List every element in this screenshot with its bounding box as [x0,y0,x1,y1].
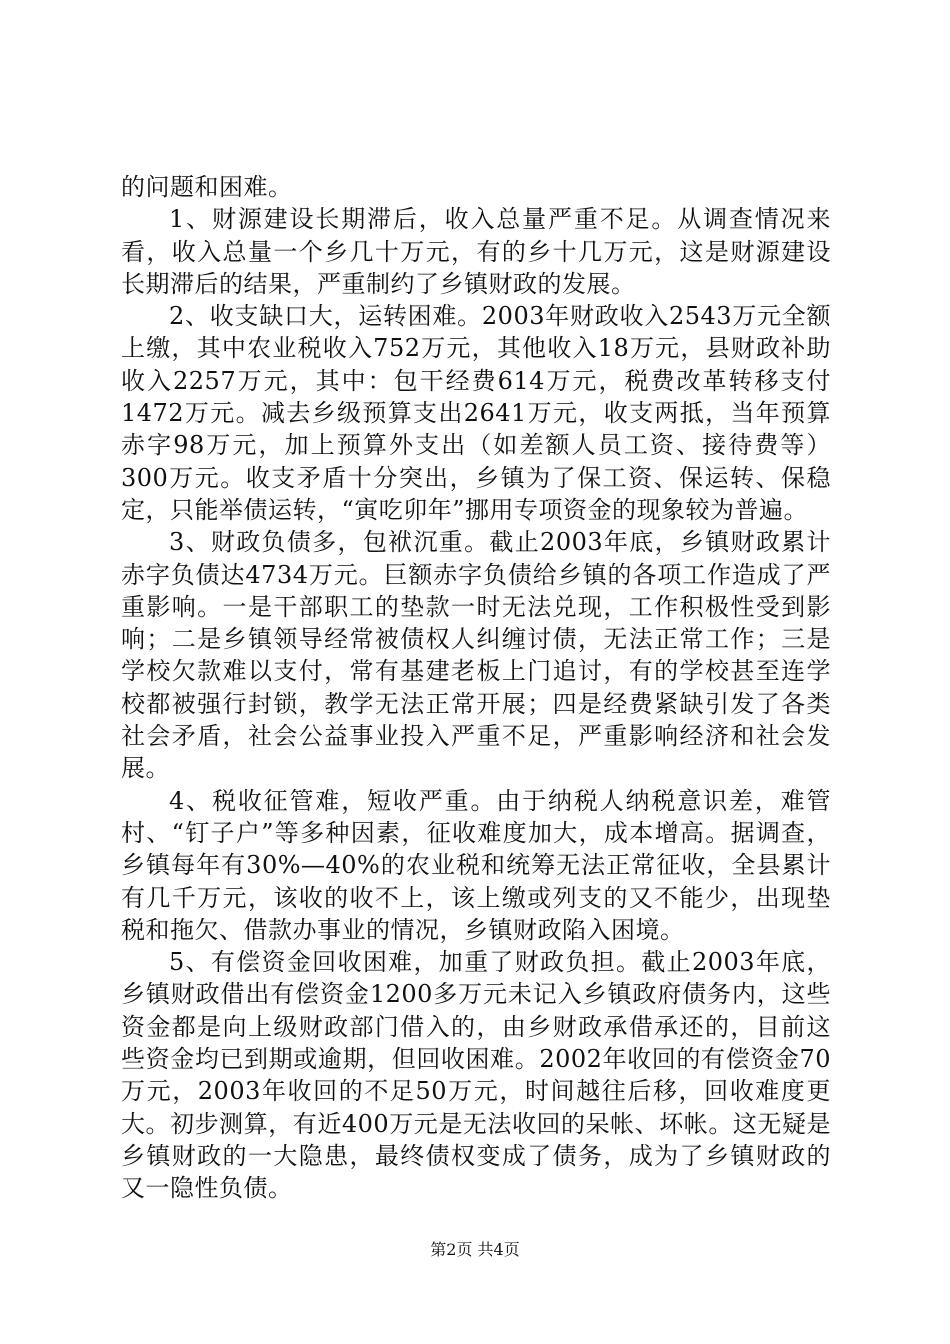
paragraph-item-4: 4、税收征管难，短收严重。由于纳税人纳税意识差，难管村、“钉子户”等多种因素，征收难度加大，成本增高。据调查，乡镇每年有30%—40%的农业税和统筹无法正常征收，全县累计有几千万元，该收的收不上，该上缴或列支的又不能少，出现垫税和拖欠、借款办事业的情况，乡镇财政陷入困境。 [121,786,831,944]
paragraph-item-3: 3、财政负债多，包袱沉重。截止2003年底，乡镇财政累计赤字负债达4734万元。巨额赤字负债给乡镇的各项工作造成了严重影响。一是干部职工的垫款一时无法兑现，工作积极性受到影响；二是乡镇领导经常被债权人纠缠讨债，无法正常工作；三是学校欠款难以支付，常有基建老板上门追讨，有的学校甚至连学校都被强行封锁，教学无法正常开展；四是经费紧缺引发了各类社会矛盾，社会公益事业投入严重不足，严重影响经济和社会发展。 [121,528,831,783]
paragraph-item-1: 1、财源建设长期滞后，收入总量严重不足。从调查情况来看，收入总量一个乡几十万元，有的乡十几万元，这是财源建设长期滞后的结果，严重制约了乡镇财政的发展。 [121,205,831,298]
page-number-label: 第2页 共4页 [430,1240,520,1259]
page-footer [0,1240,950,1260]
document-body [121,171,831,1205]
paragraph-item-2: 2、收支缺口大，运转困难。2003年财政收入2543万元全额上缴，其中农业税收入752万元，其他收入18万元，县财政补助收入2257万元，其中：包干经费614万元，税费改革转移支付1472万元。减去乡级预算支出2641万元，收支两抵，当年预算赤字98万元，加上预算外支出（如差额人员工资、接待费等）300万元。收支矛盾十分突出，乡镇为了保工资、保运转、保稳定，只能举债运转，“寅吃卯年”挪用专项资金的现象较为普遍。 [121,302,831,524]
paragraph-continuation: 的问题和困难。 [121,173,293,201]
paragraph-item-5: 5、有偿资金回收困难，加重了财政负担。截止2003年底，乡镇财政借出有偿资金1200多万元未记入乡镇政府债务内，这些资金都是向上级财政部门借入的，由乡财政承借承还的，目前这些资金均已到期或逾期，但回收困难。2002年收回的有偿资金70万元，2003年收回的不足50万元，时间越往后移，回收难度更大。初步测算，有近400万元是无法收回的呆帐、坏帐。这无疑是乡镇财政的一大隐患，最终债权变成了债务，成为了乡镇财政的又一隐性负债。 [121,948,831,1203]
